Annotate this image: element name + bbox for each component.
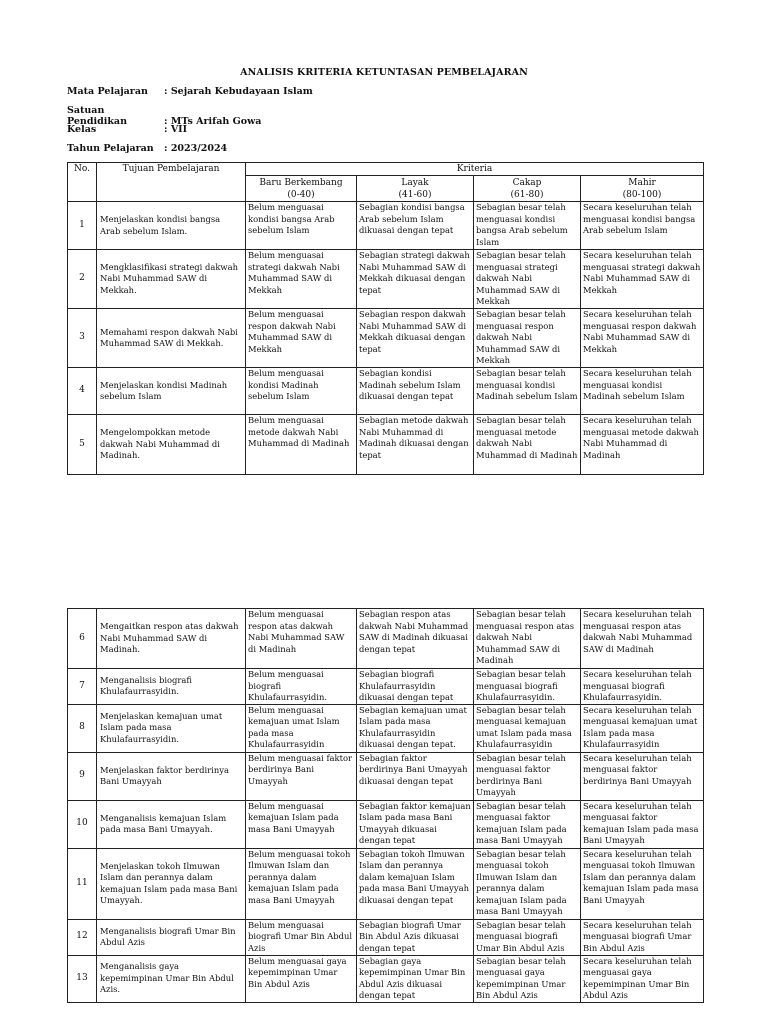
meta-value: : VII [164, 124, 188, 135]
table-row [68, 752, 704, 800]
row-no: 13 [68, 955, 97, 1002]
header-level-cakap: Cakap (61-80) [474, 176, 581, 202]
row-mahir: Secara keseluruhan telah menguasai tokoh Ilmuwan Islam dan perannya dalam kemajuan Islam pada masa Bani Umayyah [581, 848, 704, 919]
criteria-table-part-2 [67, 608, 704, 1003]
row-baru-berkembang: Belum menguasai kemajuan Islam pada masa Bani Umayyah [246, 800, 357, 848]
row-mahir: Secara keseluruhan telah menguasai respon dakwah Nabi Muhammad SAW di Mekkah [581, 309, 704, 368]
row-mahir: Secara keseluruhan telah menguasai faktor berdirinya Bani Umayyah [581, 752, 704, 800]
row-tujuan: Menganalisis gaya kepemimpinan Umar Bin Abdul Azis. [97, 955, 246, 1002]
table-row [68, 250, 704, 309]
row-layak: Sebagian kondisi Madinah sebelum Islam dikuasai dengan tepat [357, 368, 474, 415]
meta-value: : Sejarah Kebudayaan Islam [164, 86, 313, 97]
header-tujuan: Tujuan Pembelajaran [97, 163, 246, 202]
row-tujuan: Menjelaskan tokoh Ilmuwan Islam dan perannya dalam kemajuan Islam pada masa Bani Umayyah. [97, 848, 246, 919]
row-cakap: Sebagian besar telah menguasai tokoh Ilmuwan Islam dan perannya dalam kemajuan Islam pada masa Bani Umayyah [474, 848, 581, 919]
table-row [68, 609, 704, 669]
table-row [68, 202, 704, 250]
row-mahir: Secara keseluruhan telah menguasai gaya kepemimpinan Umar Bin Abdul Azis [581, 955, 704, 1002]
row-tujuan: Menganalisis kemajuan Islam pada masa Bani Umayyah. [97, 800, 246, 848]
row-mahir: Secara keseluruhan telah menguasai strategi dakwah Nabi Muhammad SAW di Mekkah [581, 250, 704, 309]
row-baru-berkembang: Belum menguasai kondisi Madinah sebelum Islam [246, 368, 357, 415]
row-baru-berkembang: Belum menguasai respon atas dakwah Nabi Muhammad SAW di Madinah [246, 609, 357, 669]
row-cakap: Sebagian besar telah menguasai kondisi bangsa Arab sebelum Islam [474, 202, 581, 250]
row-cakap: Sebagian besar telah menguasai biografi Khulafaurrasyidin. [474, 669, 581, 705]
meta-label: Tahun Pelajaran [67, 143, 154, 154]
header-level-mahir: Mahir (80-100) [581, 176, 704, 202]
table-row [68, 309, 704, 368]
document-title: ANALISIS KRITERIA KETUNTASAN PEMBELAJARAN [240, 67, 528, 78]
row-cakap: Sebagian besar telah menguasai metode dakwah Nabi Muhammad di Madinah [474, 415, 581, 475]
row-baru-berkembang: Belum menguasai tokoh Ilmuwan Islam dan perannya dalam kemajuan Islam pada masa Bani Umayyah [246, 848, 357, 919]
header-level-baru-berkembang: Baru Berkembang (0-40) [246, 176, 357, 202]
table-row [68, 919, 704, 955]
table-row [68, 415, 704, 475]
row-baru-berkembang: Belum menguasai metode dakwah Nabi Muhammad di Madinah [246, 415, 357, 475]
meta-value: : MTs Arifah Gowa [164, 116, 262, 127]
table-row [68, 848, 704, 919]
row-no: 3 [68, 309, 97, 368]
row-cakap: Sebagian besar telah menguasai respon dakwah Nabi Muhammad SAW di Mekkah [474, 309, 581, 368]
row-mahir: Secara keseluruhan telah menguasai metode dakwah Nabi Muhammad di Madinah [581, 415, 704, 475]
row-tujuan: Menganalisis biografi Umar Bin Abdul Azis [97, 919, 246, 955]
row-layak: Sebagian tokoh Ilmuwan Islam dan perannya dalam kemajuan Islam pada masa Bani Umayyah dikuasai dengan tepat [357, 848, 474, 919]
row-cakap: Sebagian besar telah menguasai respon atas dakwah Nabi Muhammad SAW di Madinah [474, 609, 581, 669]
row-baru-berkembang: Belum menguasai biografi Khulafaurrasyidin. [246, 669, 357, 705]
row-cakap: Sebagian besar telah menguasai kemajuan umat Islam pada masa Khulafaurrasyidin [474, 704, 581, 752]
row-no: 10 [68, 800, 97, 848]
row-layak: Sebagian respon atas dakwah Nabi Muhammad SAW di Madinah dikuasai dengan tepat [357, 609, 474, 669]
row-layak: Sebagian faktor kemajuan Islam pada masa Bani Umayyah dikuasai dengan tepat [357, 800, 474, 848]
table-row [68, 669, 704, 705]
row-tujuan: Memahami respon dakwah Nabi Muhammad SAW di Mekkah. [97, 309, 246, 368]
row-cakap: Sebagian besar telah menguasai gaya kepemimpinan Umar Bin Abdul Azis [474, 955, 581, 1002]
meta-value: : 2023/2024 [164, 143, 228, 154]
meta-tahun-pelajaran [67, 143, 227, 154]
row-layak: Sebagian gaya kepemimpinan Umar Bin Abdul Azis dikuasai dengan tepat [357, 955, 474, 1002]
row-no: 8 [68, 704, 97, 752]
row-mahir: Secara keseluruhan telah menguasai biografi Umar Bin Abdul Azis [581, 919, 704, 955]
meta-label: Mata Pelajaran [67, 86, 148, 97]
row-layak: Sebagian metode dakwah Nabi Muhammad di Madinah dikuasai dengan tepat [357, 415, 474, 475]
table-row [68, 955, 704, 1002]
row-layak: Sebagian respon dakwah Nabi Muhammad SAW di Mekkah dikuasai dengan tepat [357, 309, 474, 368]
row-tujuan: Menjelaskan kondisi bangsa Arab sebelum Islam. [97, 202, 246, 250]
row-mahir: Secara keseluruhan telah menguasai kondisi bangsa Arab sebelum Islam [581, 202, 704, 250]
row-no: 4 [68, 368, 97, 415]
row-baru-berkembang: Belum menguasai kemajuan umat Islam pada masa Khulafaurrasyidin [246, 704, 357, 752]
row-baru-berkembang: Belum menguasai gaya kepemimpinan Umar Bin Abdul Azis [246, 955, 357, 1002]
row-cakap: Sebagian besar telah menguasai strategi dakwah Nabi Muhammad SAW di Mekkah [474, 250, 581, 309]
row-mahir: Secara keseluruhan telah menguasai kondisi Madinah sebelum Islam [581, 368, 704, 415]
header-level-layak: Layak (41-60) [357, 176, 474, 202]
row-no: 1 [68, 202, 97, 250]
row-tujuan: Menjelaskan kondisi Madinah sebelum Islam [97, 368, 246, 415]
row-no: 12 [68, 919, 97, 955]
row-layak: Sebagian kondisi bangsa Arab sebelum Islam dikuasai dengan tepat [357, 202, 474, 250]
row-baru-berkembang: Belum menguasai faktor berdirinya Bani Umayyah [246, 752, 357, 800]
row-no: 6 [68, 609, 97, 669]
row-no: 11 [68, 848, 97, 919]
meta-kelas [67, 124, 187, 135]
meta-mata-pelajaran [67, 86, 313, 97]
table-row [68, 704, 704, 752]
row-mahir: Secara keseluruhan telah menguasai biografi Khulafaurrasyidin. [581, 669, 704, 705]
row-tujuan: Mengklasifikasi strategi dakwah Nabi Muhammad SAW di Mekkah. [97, 250, 246, 309]
row-no: 5 [68, 415, 97, 475]
row-layak: Sebagian biografi Khulafaurrasyidin dikuasai dengan tepat [357, 669, 474, 705]
row-tujuan: Mengaitkan respon atas dakwah Nabi Muhammad SAW di Madinah. [97, 609, 246, 669]
table-row [68, 800, 704, 848]
row-mahir: Secara keseluruhan telah menguasai kemajuan umat Islam pada masa Khulafaurrasyidin [581, 704, 704, 752]
row-baru-berkembang: Belum menguasai respon dakwah Nabi Muhammad SAW di Mekkah [246, 309, 357, 368]
header-no: No. [68, 163, 97, 202]
row-cakap: Sebagian besar telah menguasai biografi Umar Bin Abdul Azis [474, 919, 581, 955]
row-mahir: Secara keseluruhan telah menguasai faktor kemajuan Islam pada masa Bani Umayyah [581, 800, 704, 848]
row-layak: Sebagian strategi dakwah Nabi Muhammad SAW di Mekkah dikuasai dengan tepat [357, 250, 474, 309]
row-cakap: Sebagian besar telah menguasai faktor berdirinya Bani Umayyah [474, 752, 581, 800]
row-tujuan: Menjelaskan faktor berdirinya Bani Umayyah [97, 752, 246, 800]
row-cakap: Sebagian besar telah menguasai faktor kemajuan Islam pada masa Bani Umayyah [474, 800, 581, 848]
criteria-table-part-1 [67, 162, 704, 475]
meta-label: Kelas [67, 124, 97, 135]
row-baru-berkembang: Belum menguasai kondisi bangsa Arab sebelum Islam [246, 202, 357, 250]
row-no: 7 [68, 669, 97, 705]
row-layak: Sebagian kemajuan umat Islam pada masa Khulafaurrasyidin dikuasai dengan tepat. [357, 704, 474, 752]
row-tujuan: Mengelompokkan metode dakwah Nabi Muhammad di Madinah. [97, 415, 246, 475]
row-layak: Sebagian faktor berdirinya Bani Umayyah dikuasai dengan tepat [357, 752, 474, 800]
table-row [68, 368, 704, 415]
meta-label: Satuan Pendidikan [67, 105, 127, 127]
row-baru-berkembang: Belum menguasai strategi dakwah Nabi Muhammad SAW di Mekkah [246, 250, 357, 309]
row-tujuan: Menganalisis biografi Khulafaurrasyidin. [97, 669, 246, 705]
row-no: 9 [68, 752, 97, 800]
row-layak: Sebagian biografi Umar Bin Abdul Azis dikuasai dengan tepat [357, 919, 474, 955]
row-tujuan: Menjelaskan kemajuan umat Islam pada masa Khulafaurrasyidin. [97, 704, 246, 752]
row-cakap: Sebagian besar telah menguasai kondisi Madinah sebelum Islam [474, 368, 581, 415]
row-mahir: Secara keseluruhan telah menguasai respon atas dakwah Nabi Muhammad SAW di Madinah [581, 609, 704, 669]
header-kriteria: Kriteria [246, 163, 704, 176]
row-baru-berkembang: Belum menguasai biografi Umar Bin Abdul Azis [246, 919, 357, 955]
row-no: 2 [68, 250, 97, 309]
